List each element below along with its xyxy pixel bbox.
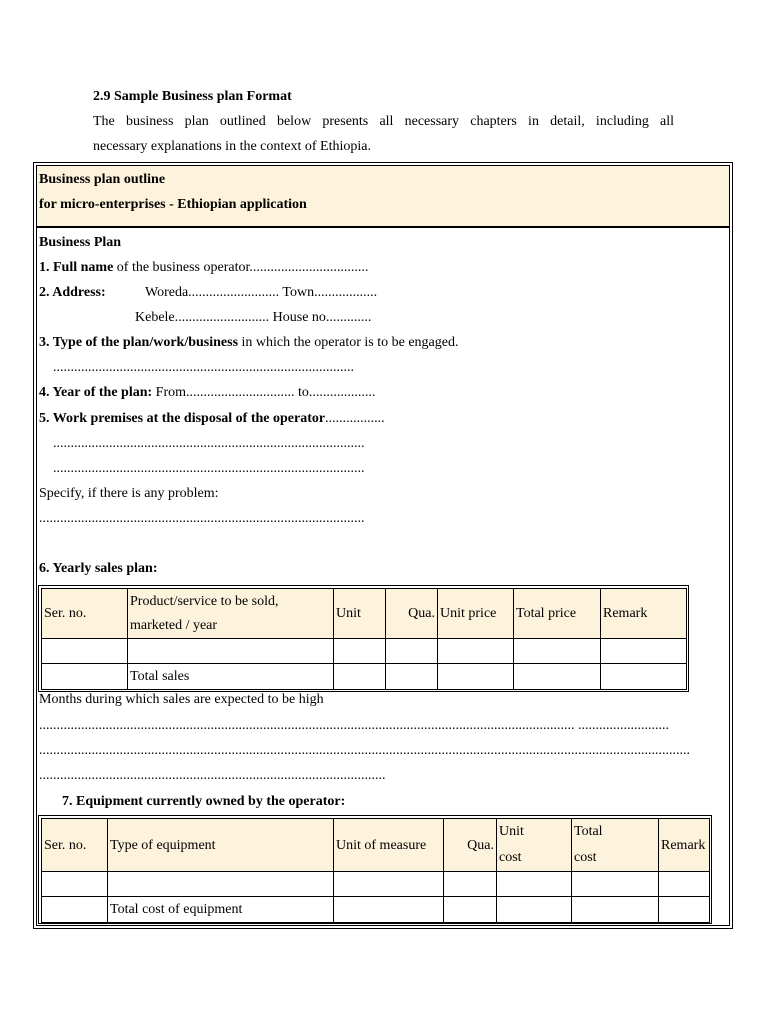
intro-line-1: The business plan outlined below presents all necessary chapters in detail, including all bbox=[93, 114, 674, 129]
table-cell[interactable] bbox=[514, 664, 601, 690]
specify-problem: Specify, if there is any problem: bbox=[39, 486, 219, 501]
table-cell[interactable] bbox=[601, 664, 687, 690]
sales-header-row bbox=[42, 589, 687, 639]
equipment-heading: 7. Equipment currently owned by the operator: bbox=[62, 794, 346, 809]
table-row-total bbox=[42, 664, 687, 690]
months-dots-2: .......................................................................................................................................................................................... bbox=[39, 743, 690, 758]
table-cell[interactable] bbox=[386, 639, 438, 664]
item-type: 3. Type of the plan/work/business in which the operator is to be engaged. bbox=[39, 335, 459, 350]
item-full-name: 1. Full name of the business operator.................................. bbox=[39, 260, 369, 275]
table-cell[interactable] bbox=[659, 872, 710, 897]
table-cell[interactable] bbox=[444, 897, 497, 923]
table-cell[interactable] bbox=[444, 872, 497, 897]
section-heading: 2.9 Sample Business plan Format bbox=[93, 89, 292, 104]
equipment-table bbox=[41, 818, 710, 923]
table-cell[interactable] bbox=[42, 897, 108, 923]
total-equipment-label: Total cost of equipment bbox=[108, 897, 334, 923]
table-cell[interactable] bbox=[334, 639, 386, 664]
item-type-dots: ...................................................................................... bbox=[53, 360, 354, 375]
sales-heading: 6. Yearly sales plan: bbox=[39, 561, 158, 576]
table-cell[interactable] bbox=[386, 664, 438, 690]
total-sales-label: Total sales bbox=[128, 664, 334, 690]
business-plan-heading: Business Plan bbox=[39, 235, 122, 250]
table-cell[interactable] bbox=[108, 872, 334, 897]
table-row bbox=[42, 639, 687, 664]
col-qua: Qua. bbox=[444, 819, 497, 872]
item-premises-dots-2: ......................................................................................... bbox=[53, 461, 365, 476]
col-unit-price: Unit price bbox=[438, 589, 514, 639]
item-address-label: 2. Address: bbox=[39, 285, 106, 300]
item-year: 4. Year of the plan: From............................... to................... bbox=[39, 385, 376, 400]
col-total-cost: Total cost bbox=[572, 819, 659, 872]
col-remark: Remark bbox=[659, 819, 710, 872]
item-premises: 5. Work premises at the disposal of the operator................. bbox=[39, 411, 385, 426]
table-cell[interactable] bbox=[42, 664, 128, 690]
col-product: Product/service to be sold, marketed / year bbox=[128, 589, 334, 639]
months-dots-1: ......................................................................................................................................................... .......................... bbox=[39, 718, 669, 733]
months-text: Months during which sales are expected to be high bbox=[39, 692, 324, 707]
col-ser-no: Ser. no. bbox=[42, 819, 108, 872]
table-cell[interactable] bbox=[438, 664, 514, 690]
intro-line-2: necessary explanations in the context of Ethiopia. bbox=[93, 139, 371, 154]
table-cell[interactable] bbox=[572, 897, 659, 923]
table-cell[interactable] bbox=[334, 872, 444, 897]
table-cell[interactable] bbox=[514, 639, 601, 664]
table-cell[interactable] bbox=[334, 897, 444, 923]
equipment-header-row bbox=[42, 819, 710, 872]
table-row bbox=[42, 872, 710, 897]
table-cell[interactable] bbox=[128, 639, 334, 664]
sales-table bbox=[41, 588, 687, 690]
outline-title-2: for micro-enterprises - Ethiopian application bbox=[39, 197, 307, 212]
outline-box-inner bbox=[36, 165, 730, 926]
table-cell[interactable] bbox=[601, 639, 687, 664]
col-unit-cost: Unit cost bbox=[497, 819, 572, 872]
specify-dots: ............................................................................................. bbox=[39, 511, 365, 526]
table-row-total bbox=[42, 897, 710, 923]
col-remark: Remark bbox=[601, 589, 687, 639]
col-total-price: Total price bbox=[514, 589, 601, 639]
header-divider bbox=[36, 226, 730, 228]
item-address-woreda: Woreda.......................... Town.................. bbox=[145, 285, 378, 300]
table-cell[interactable] bbox=[572, 872, 659, 897]
col-unit: Unit bbox=[334, 589, 386, 639]
item-address-kebele: Kebele........................... House no............. bbox=[135, 310, 372, 325]
col-qua: Qua. bbox=[386, 589, 438, 639]
table-cell[interactable] bbox=[334, 664, 386, 690]
table-cell[interactable] bbox=[497, 897, 572, 923]
col-ser-no: Ser. no. bbox=[42, 589, 128, 639]
months-dots-3: ................................................................................................... bbox=[39, 768, 386, 783]
item-premises-dots-1: ......................................................................................... bbox=[53, 436, 365, 451]
table-cell[interactable] bbox=[42, 639, 128, 664]
table-cell[interactable] bbox=[438, 639, 514, 664]
table-cell[interactable] bbox=[659, 897, 710, 923]
col-unit-measure: Unit of measure bbox=[334, 819, 444, 872]
col-type-equipment: Type of equipment bbox=[108, 819, 334, 872]
outline-title-1: Business plan outline bbox=[39, 172, 166, 187]
table-cell[interactable] bbox=[42, 872, 108, 897]
table-cell[interactable] bbox=[497, 872, 572, 897]
